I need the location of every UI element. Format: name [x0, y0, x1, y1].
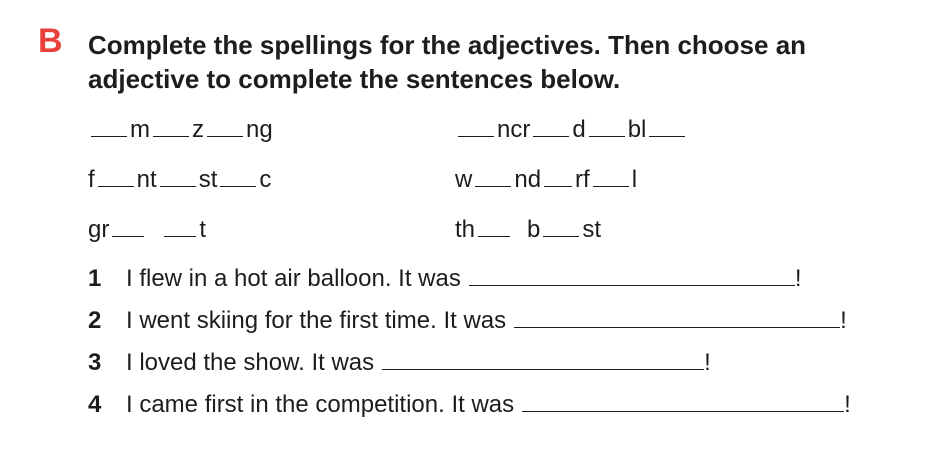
letter-blank[interactable] — [649, 118, 685, 137]
spelling-incredible — [455, 116, 688, 144]
letter-blank[interactable] — [153, 118, 189, 137]
sentence-number: 3 — [88, 349, 102, 376]
letter-blank[interactable] — [458, 118, 494, 137]
spelling-fragment: nt — [136, 166, 157, 193]
spelling-fragment: th — [455, 216, 476, 243]
spelling-fragment: f — [88, 166, 95, 193]
answer-blank[interactable] — [514, 309, 840, 328]
sentence-text: I flew in a hot air balloon. It was — [126, 265, 461, 292]
letter-blank[interactable] — [478, 218, 510, 237]
letter-blank[interactable] — [91, 118, 127, 137]
sentence-number: 1 — [88, 265, 102, 292]
letter-blank[interactable] — [112, 218, 144, 237]
sentence-end-mark: ! — [794, 265, 802, 292]
sentence-end-mark: ! — [704, 349, 711, 376]
spelling-fragment: bl — [627, 116, 647, 143]
spelling-fantastic — [88, 166, 271, 194]
sentence-number: 2 — [88, 307, 102, 334]
letter-blank[interactable] — [160, 168, 196, 187]
sentence-item — [88, 391, 851, 419]
answer-blank[interactable] — [382, 351, 704, 370]
letter-blank[interactable] — [220, 168, 256, 187]
spelling-fragment: rf — [575, 166, 590, 193]
spelling-fragment: ncr — [497, 116, 531, 143]
spelling-fragment: w — [455, 166, 473, 193]
sentence-end-mark: ! — [844, 391, 851, 418]
answer-blank[interactable] — [522, 393, 844, 412]
spelling-fragment: z — [192, 116, 204, 143]
spelling-fragment: ng — [246, 116, 273, 143]
sentence-text: I went skiing for the first time. It was — [126, 307, 507, 334]
letter-blank[interactable] — [593, 168, 629, 187]
letter-blank[interactable] — [207, 118, 243, 137]
answer-blank[interactable] — [469, 267, 795, 286]
letter-blank[interactable] — [533, 118, 569, 137]
spelling-fragment: m — [130, 116, 150, 143]
spelling-fragment: d — [572, 116, 586, 143]
sentence-item — [88, 349, 711, 377]
spelling-amazing — [88, 116, 273, 144]
section-letter: B — [38, 22, 63, 60]
sentence-text: I came first in the competition. It was — [126, 391, 515, 418]
sentence-end-mark: ! — [840, 307, 847, 334]
letter-blank[interactable] — [475, 168, 511, 187]
sentence-item — [88, 307, 847, 335]
spelling-great — [88, 216, 206, 244]
spelling-wonderful — [455, 166, 637, 194]
spelling-fragment: t — [199, 216, 207, 243]
spelling-fragment: st — [198, 166, 218, 193]
instructions-heading: Complete the spellings for the adjectives. Then choose an adjective to complete the sentences below. — [88, 30, 807, 94]
sentence-item — [88, 265, 802, 293]
letter-blank[interactable] — [164, 218, 196, 237]
spelling-fragment: st — [582, 216, 602, 243]
spelling-fragment: nd — [514, 166, 542, 193]
letter-blank[interactable] — [589, 118, 625, 137]
spelling-fragment: c — [259, 166, 272, 193]
sentence-number: 4 — [88, 391, 102, 418]
spelling-fragment: l — [631, 166, 638, 193]
spelling-the-best — [455, 216, 601, 244]
spelling-fragment: gr — [88, 216, 110, 243]
sentence-text: I loved the show. It was — [126, 349, 375, 376]
letter-blank[interactable] — [543, 218, 579, 237]
letter-blank[interactable] — [544, 168, 572, 187]
spelling-fragment: b — [527, 216, 541, 243]
letter-blank[interactable] — [98, 168, 134, 187]
